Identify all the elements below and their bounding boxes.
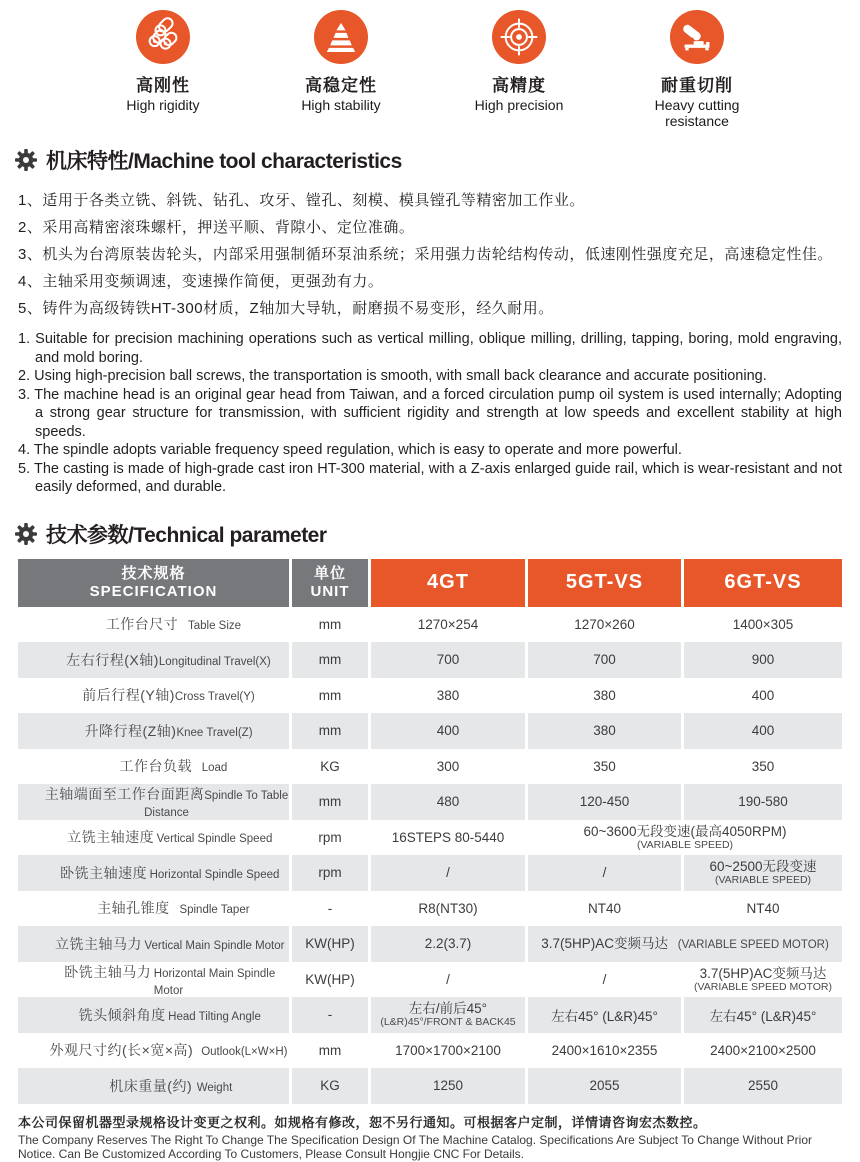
feature-list-en <box>18 330 842 497</box>
header-model-6gt-vs: 6GT-VS <box>684 559 842 607</box>
value-cell: 700 <box>528 642 684 678</box>
value-cell: 380 <box>528 678 684 714</box>
unit-cell: mm <box>292 678 371 714</box>
header-unit: 单位 UNIT <box>292 559 371 607</box>
footer-note <box>18 1112 842 1162</box>
characteristics-heading <box>14 145 860 175</box>
badge-label-zh: 高稳定性 <box>305 76 377 95</box>
feature-badges <box>0 0 860 129</box>
badge-label-en: High precision <box>474 97 564 113</box>
value-cell: 1700×1700×2100 <box>371 1033 528 1069</box>
unit-cell: mm <box>292 784 371 820</box>
value-cell: 400 <box>684 713 842 749</box>
table-row: 机床重量(约) Weight KG 1250 2055 2550 <box>18 1068 842 1104</box>
value-cell: R8(NT30) <box>371 891 528 927</box>
value-cell: 350 <box>528 749 684 785</box>
header-model-4gt: 4GT <box>371 559 528 607</box>
table-row: 卧铣主轴马力 Horizontal Main Spindle Motor KW(HP) / / 3.7(5HP)AC变频马达 (VARIABLE SPEED MOTOR) <box>18 962 842 998</box>
value-cell: 2055 <box>528 1068 684 1104</box>
value-cell: 380 <box>371 678 528 714</box>
feature-item-en: 2. Using high-precision ball screws, the transportation is smooth, with small back clearance and accurate positioning. <box>18 368 767 384</box>
feature-item-zh: 4、主轴采用变频调速，变速操作简便，更强劲有力。 <box>18 273 384 290</box>
value-cell: 900 <box>684 642 842 678</box>
value-cell: 1250 <box>371 1068 528 1104</box>
value-cell: / <box>371 962 528 998</box>
feature-item-zh: 1、适用于各类立铣、斜铣、钻孔、攻牙、镗孔、刻模、模具镗孔等精密加工作业。 <box>18 192 585 209</box>
value-cell: 190-580 <box>684 784 842 820</box>
table-row: 前后行程(Y轴)Cross Travel(Y) mm 380 380 400 <box>18 678 842 714</box>
value-cell: / <box>528 962 684 998</box>
feature-list-zh <box>18 187 842 322</box>
unit-cell: - <box>292 891 371 927</box>
value-cell: 左右/前后45° (L&R)45°/FRONT & BACK45 <box>371 997 528 1033</box>
value-cell: NT40 <box>528 891 684 927</box>
badge-label-zh: 高精度 <box>492 76 546 95</box>
value-cell: 1270×254 <box>371 607 528 643</box>
badge-high-rigidity <box>74 10 252 129</box>
unit-cell: mm <box>292 1033 371 1069</box>
cutoff-saw-icon <box>670 10 724 64</box>
value-cell: 60~2500无段变速 (VARIABLE SPEED) <box>684 855 842 891</box>
table-row: 立铣主轴马力 Vertical Main Spindle Motor KW(HP) 2.2(3.7) 3.7(5HP)AC变频马达 (VARIABLE SPEED MOTOR) <box>18 926 842 962</box>
value-cell-merged: 3.7(5HP)AC变频马达 (VARIABLE SPEED MOTOR) <box>528 926 842 962</box>
badge-label-zh: 耐重切削 <box>661 76 733 95</box>
unit-cell: KW(HP) <box>292 926 371 962</box>
gear-icon <box>14 522 38 546</box>
table-row: 主轴孔锥度 Spindle Taper - R8(NT30) NT40 NT40 <box>18 891 842 927</box>
value-cell: 380 <box>528 713 684 749</box>
value-cell-merged: 60~3600无段变速(最高4050RPM) (VARIABLE SPEED) <box>528 820 842 856</box>
table-header-row <box>18 559 842 607</box>
section-title: 机床特性/Machine tool characteristics <box>46 150 402 173</box>
badge-label-en: High rigidity <box>126 97 200 113</box>
unit-cell: mm <box>292 642 371 678</box>
badge-high-stability <box>252 10 430 129</box>
unit-cell: mm <box>292 713 371 749</box>
value-cell: 400 <box>371 713 528 749</box>
value-cell: 480 <box>371 784 528 820</box>
value-cell: 1270×260 <box>528 607 684 643</box>
value-cell: 左右45° (L&R)45° <box>684 997 842 1033</box>
unit-cell: - <box>292 997 371 1033</box>
unit-cell: mm <box>292 607 371 643</box>
section-title: 技术参数/Technical parameter <box>46 523 327 547</box>
value-cell: 300 <box>371 749 528 785</box>
unit-cell: KG <box>292 749 371 785</box>
value-cell: 120-450 <box>528 784 684 820</box>
feature-item-zh: 5、铸件为高级铸铁HT-300材质，Z轴加大导轨，耐磨损不易变形，经久耐用。 <box>18 300 554 317</box>
feature-item-en: 5. The casting is made of high-grade cast iron HT-300 material, with a Z-axis enlarged guide rail, which is wear-resistant and not easily deformed, and durable. <box>18 460 842 495</box>
unit-cell: KG <box>292 1068 371 1104</box>
table-row: 卧铣主轴速度 Horizontal Spindle Speed rpm / / 60~2500无段变速 (VARIABLE SPEED) <box>18 855 842 891</box>
value-cell: / <box>528 855 684 891</box>
feature-item-en: 3. The machine head is an original gear head from Taiwan, and a forced circulation pump oil system is used internally; Adopting a strong gear structure for transmission, with sufficient rigidity and strength at low speeds and excellent stability at high speeds. <box>18 386 842 440</box>
footer-note-en: The Company Reserves The Right To Change The Specification Design Of The Machine Catalog. Specifications Are Subject To Change Without Prior Notice. Can Be Customized According To Customers, Please Consult Hongjie CNC For Details. <box>18 1132 812 1161</box>
value-cell: 2.2(3.7) <box>371 926 528 962</box>
badge-label-zh: 高刚性 <box>136 76 190 95</box>
badge-label-en: High stability <box>301 97 381 113</box>
pyramid-icon <box>314 10 368 64</box>
value-cell: 700 <box>371 642 528 678</box>
value-cell: 2400×2100×2500 <box>684 1033 842 1069</box>
target-icon <box>492 10 546 64</box>
table-row: 铣头倾斜角度 Head Tilting Angle - 左右/前后45° (L&R)45°/FRONT & BACK45 左右45° (L&R)45° 左右45° (L&R)45° <box>18 997 842 1033</box>
table-row: 立铣主轴速度 Vertical Spindle Speed rpm 16STEPS 80-5440 60~3600无段变速(最高4050RPM) (VARIABLE SPEED) <box>18 820 842 856</box>
spec-table <box>18 559 842 1104</box>
unit-cell: KW(HP) <box>292 962 371 998</box>
table-row: 工作台负载 Load KG 300 350 350 <box>18 749 842 785</box>
header-specification: 技术规格 SPECIFICATION <box>18 559 292 607</box>
value-cell: / <box>371 855 528 891</box>
value-cell: 1400×305 <box>684 607 842 643</box>
table-row: 主轴端面至工作台面距离Spindle To Table Distance mm 480 120-450 190-580 <box>18 784 842 820</box>
table-row: 升降行程(Z轴)Knee Travel(Z) mm 400 380 400 <box>18 713 842 749</box>
value-cell: NT40 <box>684 891 842 927</box>
value-cell: 2400×1610×2355 <box>528 1033 684 1069</box>
unit-cell: rpm <box>292 855 371 891</box>
rollers-icon <box>136 10 190 64</box>
feature-item-en: 1. Suitable for precision machining operations such as vertical milling, oblique milling, drilling, tapping, boring, mold engraving, and mold boring. <box>18 331 842 366</box>
badge-label-en: Heavy cutting resistance <box>654 97 740 129</box>
header-model-5gt-vs: 5GT-VS <box>528 559 684 607</box>
feature-item-zh: 2、采用高精密滚珠螺杆，押送平顺、背隙小、定位准确。 <box>18 219 415 236</box>
unit-cell: rpm <box>292 820 371 856</box>
value-cell: 3.7(5HP)AC变频马达 (VARIABLE SPEED MOTOR) <box>684 962 842 998</box>
gear-icon <box>14 148 38 172</box>
feature-item-en: 4. The spindle adopts variable frequency speed regulation, which is easy to operate and more powerful. <box>18 442 682 458</box>
parameters-heading <box>14 519 860 549</box>
feature-item-zh: 3、机头为台湾原装齿轮头，内部采用强制循环泵油系统；采用强力齿轮结构传动，低速刚性强度充足，高速稳定性佳。 <box>18 246 833 263</box>
badge-high-precision <box>430 10 608 129</box>
table-row: 外观尺寸约(长×宽×高) Outlook(L×W×H) mm 1700×1700×2100 2400×1610×2355 2400×2100×2500 <box>18 1033 842 1069</box>
value-cell: 16STEPS 80-5440 <box>371 820 528 856</box>
value-cell: 350 <box>684 749 842 785</box>
footer-note-zh: 本公司保留机器型录规格设计变更之权利。如规格有修改，恕不另行通知。可根据客户定制，详情请咨询宏杰数控。 <box>18 1114 707 1130</box>
table-row: 左右行程(X轴)Longitudinal Travel(X) mm 700 700 900 <box>18 642 842 678</box>
value-cell: 400 <box>684 678 842 714</box>
table-row: 工作台尺寸 Table Size mm 1270×254 1270×260 1400×305 <box>18 607 842 643</box>
value-cell: 左右45° (L&R)45° <box>528 997 684 1033</box>
badge-heavy-cutting <box>608 10 786 129</box>
value-cell: 2550 <box>684 1068 842 1104</box>
